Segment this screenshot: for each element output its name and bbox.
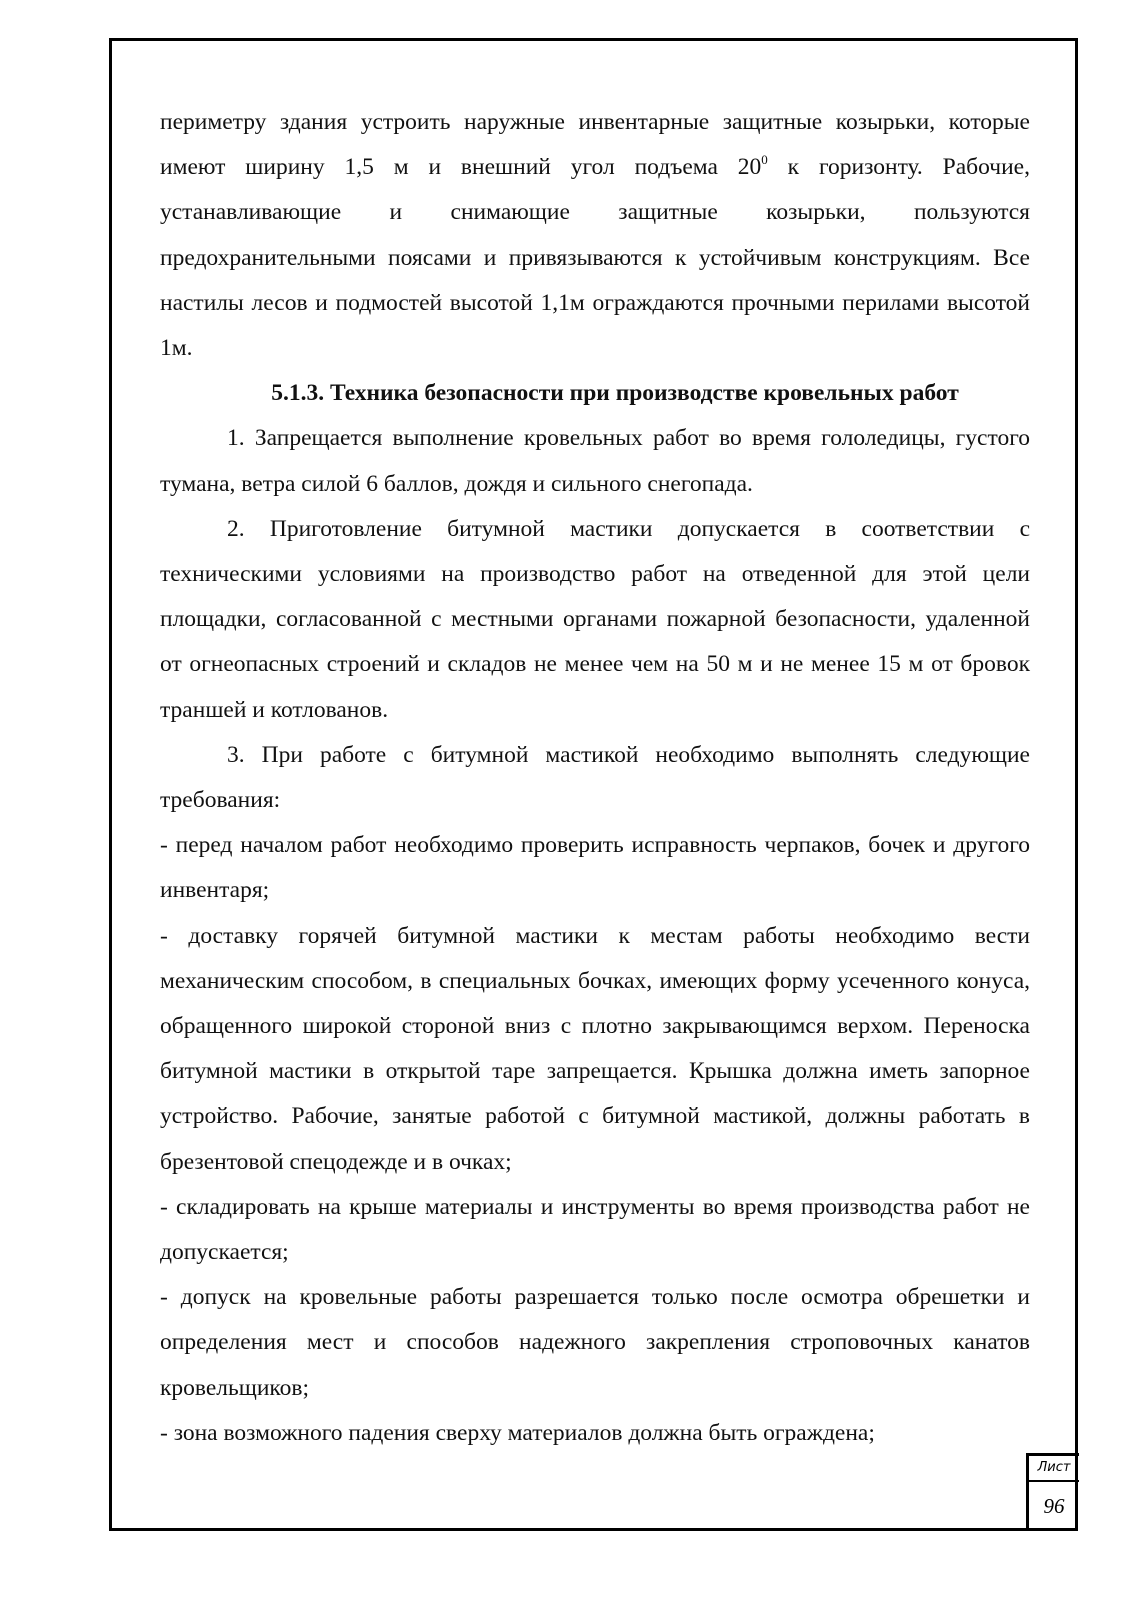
list-item: - допуск на кровельные работы разрешается только после осмотра обрешетки и определения мест и способов надежного закрепления строповочных канатов кровельщиков;: [160, 1284, 1030, 1401]
paragraph-item-3: 3. При работе с битумной мастикой необходимо выполнять следующие требования:: [160, 741, 1030, 814]
list-item: - зона возможного падения сверху материалов должна быть ограждена;: [160, 1419, 875, 1446]
list-item: - перед началом работ необходимо проверить исправность черпаков, бочек и другого инвентаря;: [160, 832, 1030, 904]
paragraph-item-1: 1. Запрещается выполнение кровельных работ во время гололедицы, густого тумана, ветра силой 6 баллов, дождя и сильного снегопада.: [160, 425, 1030, 497]
section-heading: 5.1.3. Техника безопасности при производстве кровельных работ: [271, 380, 959, 407]
sheet-stamp: [1026, 1453, 1079, 1531]
document-body: [160, 100, 1030, 1456]
page-number: 96: [1043, 1494, 1065, 1518]
list-item: - доставку горячей битумной мастики к местам работы необходимо вести механическим способом, в специальных бочках, имеющих форму усеченного конуса, обращенного широкой стороной вниз с плотно закрывающимся верхом. Переноска битумной мастики в открытой таре запрещается. Крышка должна иметь запорное устройство. Рабочие, занятые работой с битумной мастикой, должны работать в брезентовой спецодежде и в очках;: [160, 922, 1030, 1175]
list-item: - складировать на крыше материалы и инструменты во время производства работ не допускается;: [160, 1193, 1030, 1266]
paragraph-item-2: 2. Приготовление битумной мастики допускается в соответствии с техническими условиями на производство работ на отведенной для этой цели площадки, согласованной с местными органами пожарной безопасности, удаленной от огнеопасных строений и складов не менее чем на 50 м и не менее 15 м от бровок траншей и котлованов.: [160, 515, 1030, 723]
paragraph-1: периметру здания устроить наружные инвентарные защитные козырьки, которые имеют ширину 1,5 м и внешний угол подъема $20^0$ к горизонту. Рабочие, устанавливающие и снимающие защитные козырьки, пользуются предохранительными поясами и привязываются к устойчивым конструкциям. Все настилы лесов и подмостей высотой 1,1м ограждаются прочными перилами высотой 1м.: [160, 109, 1030, 362]
sheet-label: Лист: [1029, 1456, 1079, 1482]
